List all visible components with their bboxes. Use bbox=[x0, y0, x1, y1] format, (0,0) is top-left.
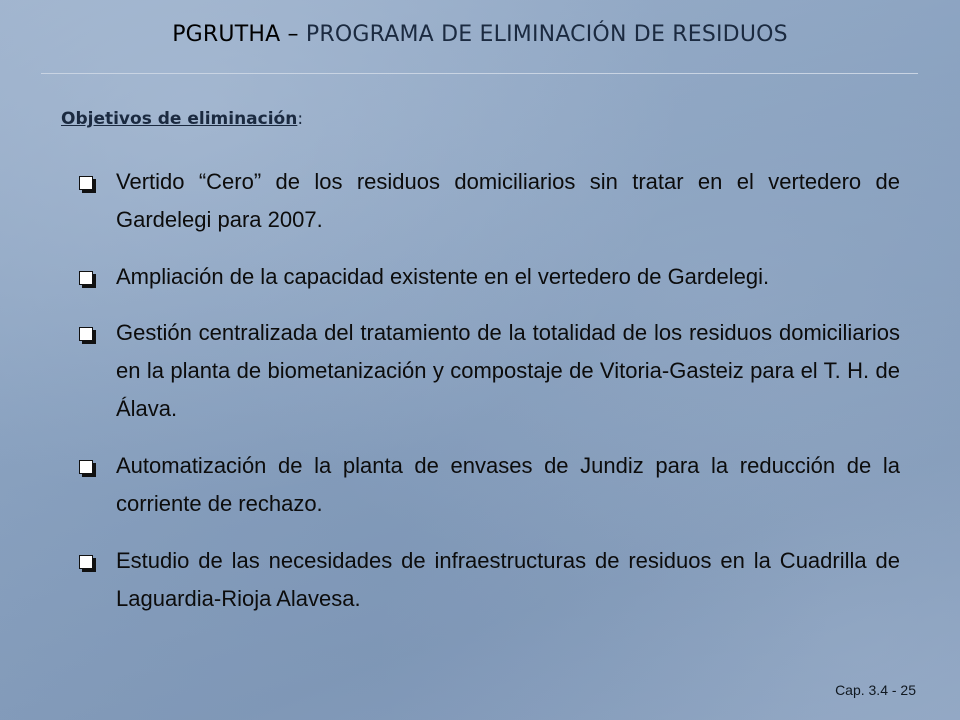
section-heading bbox=[61, 109, 303, 129]
list-item bbox=[78, 258, 900, 296]
title-divider bbox=[41, 73, 918, 74]
objectives-list bbox=[78, 163, 900, 637]
list-item-text: Gestión centralizada del tratamiento de la totalidad de los residuos domiciliarios en la planta de biometanización y compostaje de Vitoria-Gasteiz para el T. H. de Álava. bbox=[116, 320, 900, 421]
list-item bbox=[78, 163, 900, 239]
square-bullet-icon bbox=[79, 327, 93, 341]
section-heading-text: Objetivos de eliminación bbox=[61, 109, 298, 129]
square-bullet-icon bbox=[79, 555, 93, 569]
section-heading-colon: : bbox=[297, 109, 304, 129]
list-item-text: Automatización de la planta de envases de Jundiz para la reducción de la corriente de rechazo. bbox=[116, 453, 900, 516]
square-bullet-icon bbox=[79, 176, 93, 190]
square-bullet-icon bbox=[79, 271, 93, 285]
list-item bbox=[78, 314, 900, 428]
list-item-text: Ampliación de la capacidad existente en el vertedero de Gardelegi. bbox=[116, 264, 770, 289]
title-prefix: PGRUTHA – bbox=[172, 22, 299, 47]
list-item-text: Estudio de las necesidades de infraestructuras de residuos en la Cuadrilla de Laguardia-Rioja Alavesa. bbox=[116, 548, 900, 611]
list-item bbox=[78, 542, 900, 618]
page-number: Cap. 3.4 - 25 bbox=[835, 682, 916, 698]
slide-title bbox=[0, 22, 960, 47]
square-bullet-icon bbox=[79, 460, 93, 474]
list-item bbox=[78, 447, 900, 523]
title-main: PROGRAMA DE ELIMINACIÓN DE RESIDUOS bbox=[298, 22, 788, 47]
list-item-text: Vertido “Cero” de los residuos domiciliarios sin tratar en el vertedero de Gardelegi para 2007. bbox=[116, 169, 900, 232]
